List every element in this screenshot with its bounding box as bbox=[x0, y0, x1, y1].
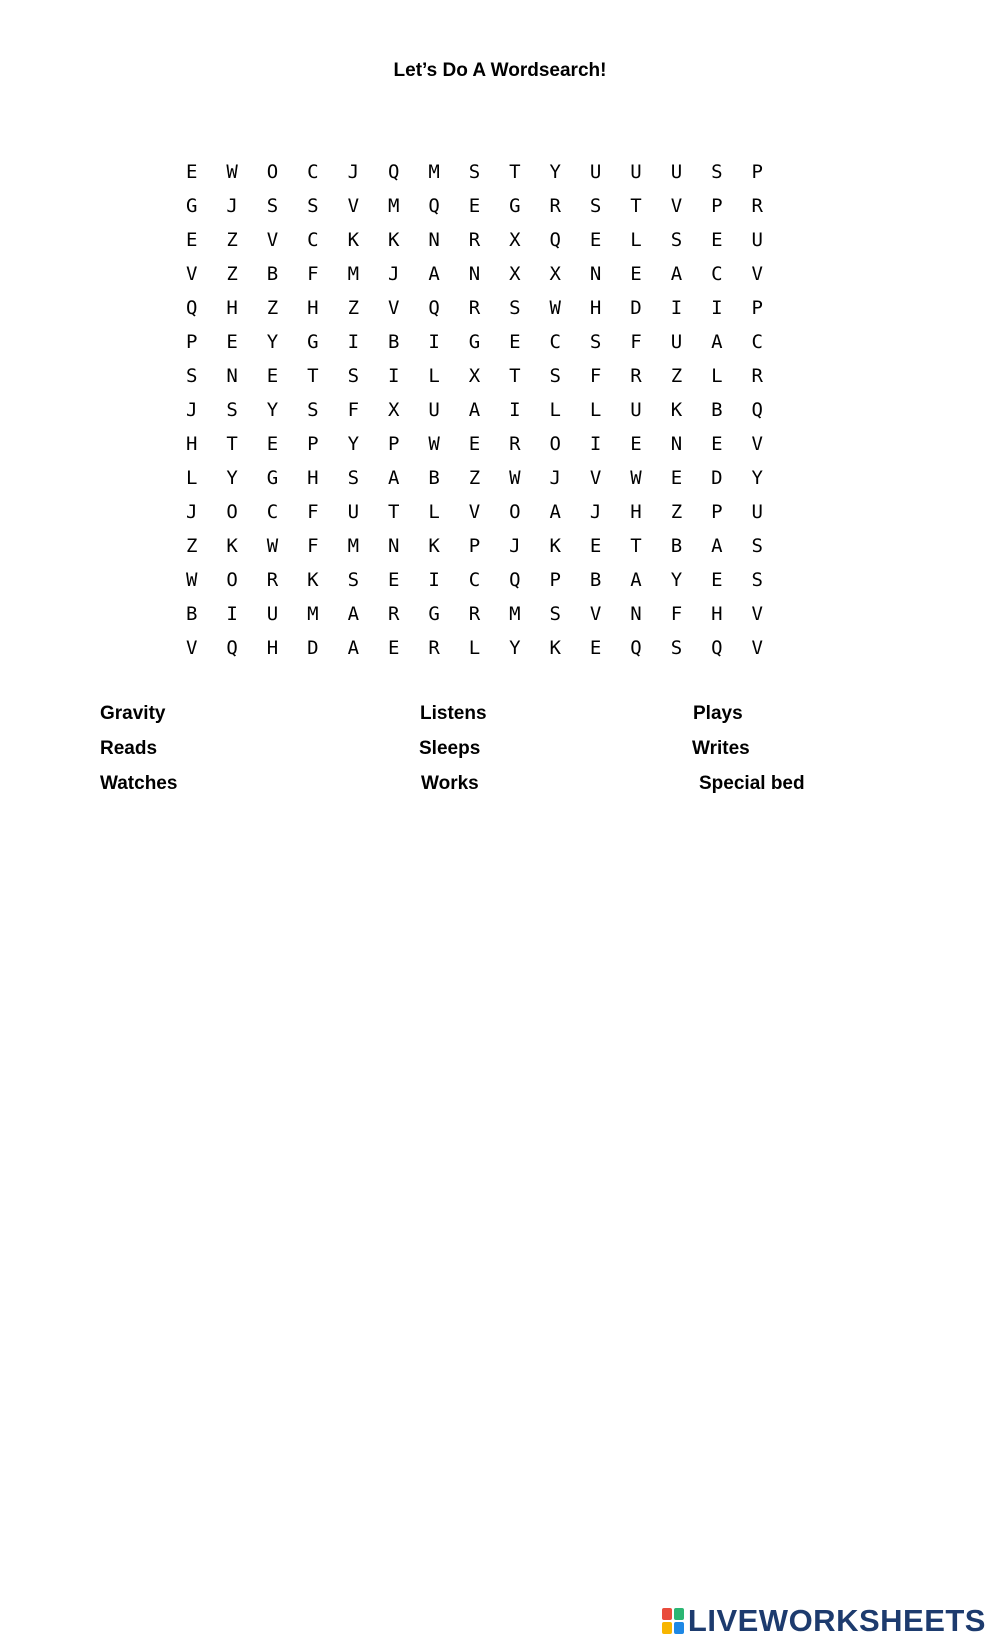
grid-cell: A bbox=[347, 603, 360, 625]
grid-cell: Q bbox=[428, 195, 440, 217]
grid-cell: Z bbox=[226, 263, 238, 285]
grid-cell: X bbox=[509, 263, 521, 285]
grid-cell: R bbox=[387, 603, 400, 625]
grid-cell: P bbox=[307, 433, 319, 455]
grid-cell: U bbox=[589, 161, 602, 183]
grid-cell: S bbox=[751, 569, 763, 591]
grid-cell: K bbox=[387, 229, 400, 251]
grid-cell: P bbox=[387, 433, 400, 455]
grid-cell: I bbox=[428, 331, 440, 353]
grid-cell: L bbox=[589, 399, 602, 421]
grid-cell: Z bbox=[226, 229, 238, 251]
grid-cell: M bbox=[509, 603, 521, 625]
grid-cell: O bbox=[226, 501, 238, 523]
grid-cell: S bbox=[226, 399, 238, 421]
grid-cell: F bbox=[347, 399, 360, 421]
grid-cell: E bbox=[589, 535, 602, 557]
grid-cell: R bbox=[630, 365, 642, 387]
grid-cell: W bbox=[509, 467, 521, 489]
grid-cell: R bbox=[468, 603, 481, 625]
grid-cell: V bbox=[186, 637, 198, 659]
word-sleeps: Sleeps bbox=[419, 738, 481, 759]
grid-cell: P bbox=[549, 569, 561, 591]
grid-cell: J bbox=[186, 501, 198, 523]
grid-cell: H bbox=[226, 297, 238, 319]
grid-cell: U bbox=[751, 229, 763, 251]
grid-cell: T bbox=[509, 365, 521, 387]
grid-cell: Q bbox=[186, 297, 198, 319]
grid-cell: E bbox=[630, 263, 642, 285]
word-reads: Reads bbox=[100, 738, 158, 759]
logo-mark-tile bbox=[662, 1608, 672, 1620]
grid-cell: Q bbox=[387, 161, 400, 183]
grid-cell: R bbox=[751, 365, 763, 387]
grid-cell: Q bbox=[509, 569, 521, 591]
word-gravity: Gravity bbox=[100, 703, 166, 724]
grid-cell: P bbox=[468, 535, 481, 557]
grid-cell: A bbox=[387, 467, 400, 489]
grid-cell: X bbox=[549, 263, 561, 285]
grid-cell: E bbox=[670, 467, 683, 489]
grid-cell: Z bbox=[186, 535, 198, 557]
grid-cell: W bbox=[226, 161, 238, 183]
grid-cell: F bbox=[589, 365, 602, 387]
grid-cell: E bbox=[226, 331, 238, 353]
grid-cell: Y bbox=[266, 399, 279, 421]
grid-cell: J bbox=[549, 467, 561, 489]
grid-cell: T bbox=[307, 365, 319, 387]
grid-cell: B bbox=[266, 263, 279, 285]
wordsearch-grid bbox=[186, 155, 792, 665]
grid-cell: V bbox=[468, 501, 481, 523]
grid-cell: K bbox=[428, 535, 440, 557]
grid-cell: E bbox=[468, 433, 481, 455]
page-title: Let’s Do A Wordsearch! bbox=[393, 60, 607, 81]
grid-cell: S bbox=[347, 365, 360, 387]
grid-cell: S bbox=[589, 195, 602, 217]
grid-cell: Y bbox=[266, 331, 279, 353]
grid-cell: W bbox=[186, 569, 198, 591]
logo-mark-tile bbox=[662, 1622, 672, 1634]
grid-cell: M bbox=[347, 535, 360, 557]
grid-cell: N bbox=[630, 603, 642, 625]
word-listens: Listens bbox=[420, 703, 487, 724]
grid-cell: U bbox=[630, 161, 642, 183]
grid-cell: M bbox=[428, 161, 440, 183]
grid-cell: C bbox=[751, 331, 763, 353]
grid-cell: N bbox=[428, 229, 440, 251]
grid-cell: L bbox=[549, 399, 561, 421]
grid-cell: G bbox=[509, 195, 521, 217]
grid-cell: Z bbox=[266, 297, 279, 319]
grid-cell: I bbox=[509, 399, 521, 421]
grid-cell: R bbox=[509, 433, 521, 455]
grid-cell: C bbox=[468, 569, 481, 591]
grid-cell: E bbox=[711, 569, 723, 591]
grid-cell: N bbox=[226, 365, 238, 387]
grid-cell: I bbox=[670, 297, 683, 319]
grid-cell: E bbox=[266, 433, 279, 455]
grid-cell: J bbox=[509, 535, 521, 557]
grid-cell: E bbox=[711, 229, 723, 251]
grid-cell: V bbox=[751, 263, 763, 285]
grid-cell: F bbox=[307, 535, 319, 557]
grid-cell: M bbox=[347, 263, 360, 285]
grid-cell: V bbox=[751, 637, 763, 659]
grid-cell: K bbox=[307, 569, 319, 591]
grid-cell: Q bbox=[549, 229, 561, 251]
grid-cell: D bbox=[711, 467, 723, 489]
grid-cell: C bbox=[549, 331, 561, 353]
grid-cell: K bbox=[347, 229, 360, 251]
grid-cell: V bbox=[670, 195, 683, 217]
grid-cell: V bbox=[751, 603, 763, 625]
grid-cell: W bbox=[266, 535, 279, 557]
liveworksheets-logo bbox=[662, 1603, 986, 1639]
grid-cell: P bbox=[711, 195, 723, 217]
grid-cell: H bbox=[186, 433, 198, 455]
grid-cell: T bbox=[226, 433, 238, 455]
grid-cell: Z bbox=[347, 297, 360, 319]
grid-cell: V bbox=[589, 467, 602, 489]
grid-cell: P bbox=[711, 501, 723, 523]
grid-cell: R bbox=[549, 195, 561, 217]
grid-cell: G bbox=[307, 331, 319, 353]
grid-cell: E bbox=[589, 637, 602, 659]
grid-cell: S bbox=[589, 331, 602, 353]
grid-cell: A bbox=[468, 399, 481, 421]
grid-cell: W bbox=[630, 467, 642, 489]
grid-cell: H bbox=[307, 297, 319, 319]
grid-cell: S bbox=[670, 229, 683, 251]
grid-cell: L bbox=[711, 365, 723, 387]
grid-cell: Y bbox=[751, 467, 763, 489]
grid-cell: L bbox=[428, 501, 440, 523]
grid-cell: U bbox=[630, 399, 642, 421]
grid-cell: A bbox=[549, 501, 561, 523]
grid-cell: W bbox=[428, 433, 440, 455]
grid-cell: Q bbox=[428, 297, 440, 319]
grid-cell: Z bbox=[670, 501, 683, 523]
grid-cell: I bbox=[711, 297, 723, 319]
grid-cell: Q bbox=[751, 399, 763, 421]
grid-cell: S bbox=[347, 467, 360, 489]
grid-cell: U bbox=[670, 331, 683, 353]
grid-cell: F bbox=[307, 501, 319, 523]
grid-cell: Z bbox=[670, 365, 683, 387]
logo-mark-icon bbox=[662, 1608, 684, 1634]
grid-cell: S bbox=[549, 365, 561, 387]
grid-cell: A bbox=[711, 535, 723, 557]
grid-cell: H bbox=[630, 501, 642, 523]
grid-cell: N bbox=[589, 263, 602, 285]
grid-cell: I bbox=[347, 331, 360, 353]
grid-cell: J bbox=[387, 263, 400, 285]
grid-cell: Q bbox=[630, 637, 642, 659]
grid-cell: I bbox=[226, 603, 238, 625]
grid-cell: C bbox=[307, 229, 319, 251]
grid-cell: J bbox=[226, 195, 238, 217]
grid-cell: G bbox=[186, 195, 198, 217]
grid-cell: H bbox=[266, 637, 279, 659]
grid-cell: T bbox=[630, 535, 642, 557]
grid-cell: Q bbox=[226, 637, 238, 659]
grid-cell: P bbox=[751, 161, 763, 183]
grid-cell: E bbox=[630, 433, 642, 455]
grid-cell: I bbox=[428, 569, 440, 591]
grid-cell: N bbox=[468, 263, 481, 285]
grid-cell: A bbox=[711, 331, 723, 353]
grid-cell: E bbox=[509, 331, 521, 353]
grid-cell: I bbox=[387, 365, 400, 387]
grid-cell: S bbox=[307, 399, 319, 421]
grid-cell: U bbox=[751, 501, 763, 523]
grid-cell: R bbox=[468, 229, 481, 251]
grid-cell: S bbox=[549, 603, 561, 625]
grid-cell: S bbox=[751, 535, 763, 557]
word-special-bed: Special bed bbox=[699, 773, 805, 794]
grid-cell: G bbox=[468, 331, 481, 353]
grid-cell: H bbox=[589, 297, 602, 319]
grid-cell: A bbox=[630, 569, 642, 591]
grid-cell: Y bbox=[549, 161, 561, 183]
grid-cell: S bbox=[186, 365, 198, 387]
grid-cell: B bbox=[428, 467, 440, 489]
grid-cell: B bbox=[711, 399, 723, 421]
word-writes: Writes bbox=[692, 738, 750, 759]
grid-cell: Y bbox=[347, 433, 360, 455]
grid-cell: H bbox=[711, 603, 723, 625]
logo-mark-tile bbox=[674, 1608, 684, 1620]
grid-cell: V bbox=[266, 229, 279, 251]
grid-cell: Y bbox=[670, 569, 683, 591]
grid-cell: E bbox=[711, 433, 723, 455]
grid-cell: R bbox=[468, 297, 481, 319]
grid-cell: R bbox=[428, 637, 440, 659]
grid-cell: D bbox=[630, 297, 642, 319]
grid-cell: O bbox=[549, 433, 561, 455]
grid-cell: F bbox=[670, 603, 683, 625]
grid-cell: V bbox=[751, 433, 763, 455]
grid-cell: O bbox=[266, 161, 279, 183]
grid-cell: X bbox=[509, 229, 521, 251]
grid-cell: S bbox=[711, 161, 723, 183]
word-watches: Watches bbox=[100, 773, 178, 794]
grid-cell: A bbox=[347, 637, 360, 659]
grid-cell: M bbox=[307, 603, 319, 625]
grid-cell: O bbox=[226, 569, 238, 591]
grid-cell: I bbox=[589, 433, 602, 455]
grid-cell: J bbox=[347, 161, 360, 183]
grid-cell: U bbox=[347, 501, 360, 523]
grid-cell: R bbox=[751, 195, 763, 217]
grid-cell: A bbox=[428, 263, 440, 285]
grid-cell: C bbox=[711, 263, 723, 285]
logo-text: LIVEWORKSHEETS bbox=[687, 1603, 986, 1638]
grid-cell: P bbox=[186, 331, 198, 353]
grid-cell: S bbox=[266, 195, 279, 217]
grid-cell: B bbox=[186, 603, 198, 625]
grid-cell: L bbox=[468, 637, 481, 659]
grid-cell: J bbox=[589, 501, 602, 523]
grid-cell: N bbox=[670, 433, 683, 455]
grid-cell: B bbox=[387, 331, 400, 353]
grid-cell: K bbox=[670, 399, 683, 421]
grid-cell: M bbox=[387, 195, 400, 217]
grid-cell: V bbox=[589, 603, 602, 625]
grid-cell: U bbox=[266, 603, 279, 625]
grid-cell: O bbox=[509, 501, 521, 523]
grid-cell: U bbox=[670, 161, 683, 183]
grid-cell: W bbox=[549, 297, 561, 319]
grid-cell: F bbox=[307, 263, 319, 285]
grid-cell: B bbox=[589, 569, 602, 591]
grid-cell: Q bbox=[711, 637, 723, 659]
grid-cell: K bbox=[226, 535, 238, 557]
grid-cell: S bbox=[347, 569, 360, 591]
grid-cell: T bbox=[630, 195, 642, 217]
grid-cell: T bbox=[509, 161, 521, 183]
grid-cell: S bbox=[307, 195, 319, 217]
grid-cell: S bbox=[468, 161, 481, 183]
grid-cell: V bbox=[347, 195, 360, 217]
grid-cell: K bbox=[549, 535, 561, 557]
grid-cell: N bbox=[387, 535, 400, 557]
grid-cell: S bbox=[670, 637, 683, 659]
grid-cell: C bbox=[266, 501, 279, 523]
grid-cell: E bbox=[266, 365, 279, 387]
grid-cell: L bbox=[630, 229, 642, 251]
grid-cell: U bbox=[428, 399, 440, 421]
grid-cell: Z bbox=[468, 467, 481, 489]
grid-cell: H bbox=[307, 467, 319, 489]
grid-cell: Y bbox=[509, 637, 521, 659]
grid-cell: G bbox=[266, 467, 279, 489]
grid-cell: D bbox=[307, 637, 319, 659]
word-plays: Plays bbox=[693, 703, 743, 724]
grid-cell: F bbox=[630, 331, 642, 353]
grid-cell: T bbox=[387, 501, 400, 523]
grid-cell: E bbox=[387, 637, 400, 659]
grid-cell: X bbox=[468, 365, 481, 387]
grid-cell: V bbox=[186, 263, 198, 285]
grid-cell: E bbox=[387, 569, 400, 591]
grid-cell: R bbox=[266, 569, 279, 591]
grid-cell: E bbox=[589, 229, 602, 251]
grid-cell: C bbox=[307, 161, 319, 183]
grid-cell: Y bbox=[226, 467, 238, 489]
grid-cell: K bbox=[549, 637, 561, 659]
grid-cell: B bbox=[670, 535, 683, 557]
logo-mark-tile bbox=[674, 1622, 684, 1634]
grid-cell: G bbox=[428, 603, 440, 625]
grid-cell: J bbox=[186, 399, 198, 421]
grid-cell: L bbox=[428, 365, 440, 387]
word-works: Works bbox=[421, 773, 479, 794]
grid-cell: P bbox=[751, 297, 763, 319]
grid-cell: E bbox=[186, 161, 198, 183]
grid-cell: E bbox=[468, 195, 481, 217]
grid-cell: E bbox=[186, 229, 198, 251]
grid-cell: L bbox=[186, 467, 198, 489]
grid-cell: V bbox=[387, 297, 400, 319]
grid-cell: S bbox=[509, 297, 521, 319]
grid-cell: A bbox=[670, 263, 683, 285]
grid-cell: X bbox=[387, 399, 400, 421]
